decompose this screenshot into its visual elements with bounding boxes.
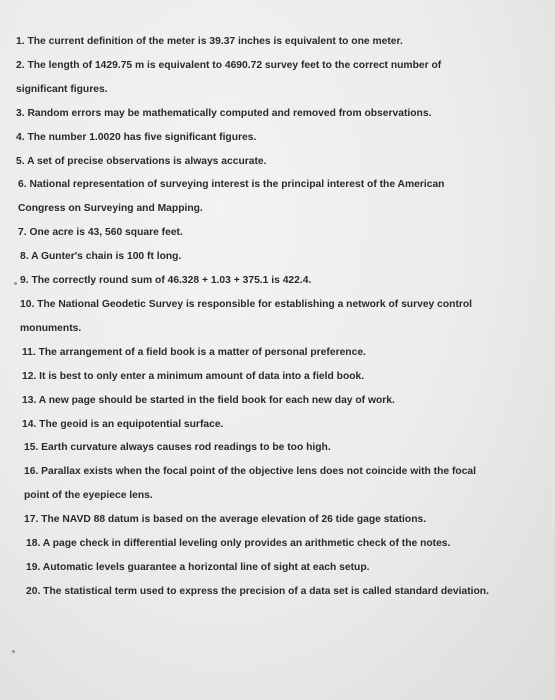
statement-13: 13. A new page should be started in the field book for each new day of work. <box>22 394 395 406</box>
statement-6: 6. National representation of surveying interest is the principal interest of the American <box>18 179 445 191</box>
statement-4: 4. The number 1.0020 has five significant figures. <box>16 131 257 143</box>
stray-dot <box>14 282 17 285</box>
statement-10: 10. The National Geodetic Survey is responsible for establishing a network of survey control <box>20 298 473 310</box>
statement-3: 3. Random errors may be mathematically computed and removed from observations. <box>16 107 432 119</box>
statement-6-cont: Congress on Surveying and Mapping. <box>18 203 203 215</box>
statement-20: 20. The statistical term used to express the precision of a data set is called standard deviation. <box>26 585 489 597</box>
statement-5: 5. A set of precise observations is always accurate. <box>16 155 267 167</box>
statement-10-cont: monuments. <box>20 322 82 334</box>
statement-18: 18. A page check in differential leveling only provides an arithmetic check of the notes. <box>26 538 451 550</box>
statement-17: 17. The NAVD 88 datum is based on the average elevation of 26 tide gage stations. <box>24 514 427 526</box>
stray-dot <box>12 650 15 653</box>
statement-11: 11. The arrangement of a field book is a matter of personal preference. <box>22 346 366 358</box>
statement-19: 19. Automatic levels guarantee a horizontal line of sight at each setup. <box>26 561 370 573</box>
statement-1: 1. The current definition of the meter is 39.37 inches is equivalent to one meter. <box>16 36 403 47</box>
statement-16-cont: point of the eyepiece lens. <box>24 490 153 502</box>
statement-7: 7. One acre is 43, 560 square feet. <box>18 227 183 239</box>
statement-9: 9. The correctly round sum of 46.328 + 1.03 + 375.1 is 422.4. <box>20 275 312 287</box>
statement-16: 16. Parallax exists when the focal point of the objective lens does not coincide with the focal <box>24 466 477 478</box>
statement-12: 12. It is best to only enter a minimum amount of data into a field book. <box>22 370 365 382</box>
statement-8: 8. A Gunter's chain is 100 ft long. <box>20 251 182 263</box>
statement-15: 15. Earth curvature always causes rod readings to be too high. <box>24 442 331 454</box>
statement-2-cont: significant figures. <box>16 83 108 95</box>
statement-2: 2. The length of 1429.75 m is equivalent to 4690.72 survey feet to the correct number of <box>16 59 442 71</box>
statement-14: 14. The geoid is an equipotential surface. <box>22 418 224 430</box>
